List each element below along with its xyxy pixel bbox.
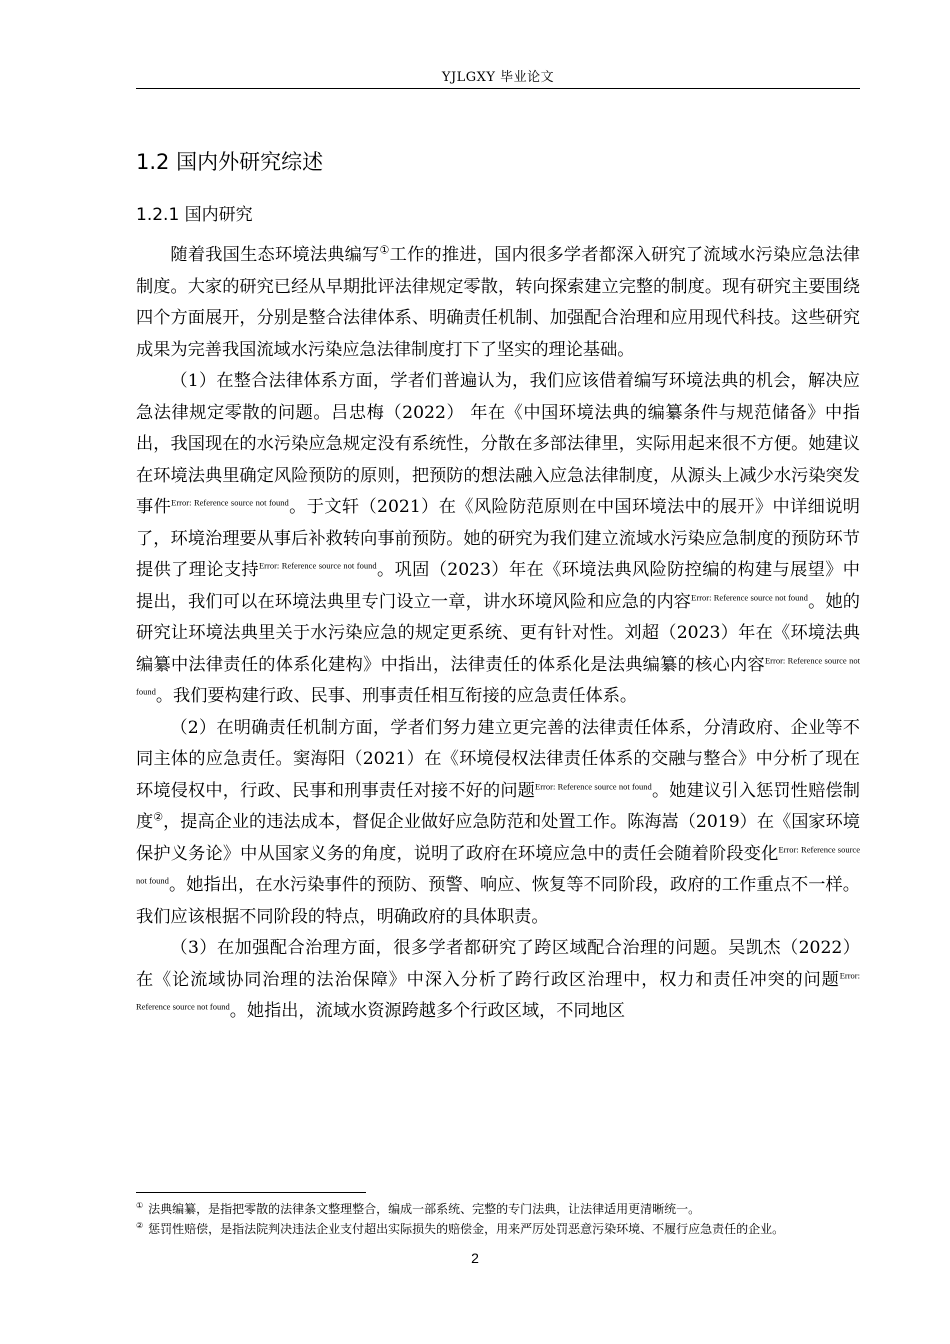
running-header: YJLGXY 毕业论文 [441, 70, 555, 85]
text-run: 。她指出，在水污染事件的预防、预警、响应、恢复等不同阶段，政府的工作重点不一样。我们应该根据不同阶段的特点，明确政府的具体职责。 [136, 875, 860, 927]
citation-error: Error: Reference source not found [258, 560, 377, 571]
footnote-mark: ② [136, 1221, 144, 1230]
text-run: 工作的推进，国内很多学者都深入研究了流域水污染应急法律制度。大家的研究已经从早期批评法律规定零散，转向探索建立完整的制度。现有研究主要围绕四个方面展开，分别是整合法律体系、明确责任机制、加强配合治理和应用现代科技。这些研究成果为完善我国流域水污染应急法律制度打下了坚实的理论基础。 [136, 245, 860, 360]
footnote-text: 法典编纂，是指把零散的法律条文整理整合，编成一部系统、完整的专门法典，让法律适用更清晰统一。 [148, 1202, 701, 1216]
text-run: 。她的研究让环境法典里关于水污染应急的规定更系统、更有针对性。刘超（2023）年在《环境法典编纂中法律责任的体系化建构》中指出，法律责任的体系化是法典编纂的核心内容 [136, 591, 860, 675]
text-run: 随着我国生态环境法典编写 [170, 245, 380, 265]
footnote-mark: ① [136, 1201, 144, 1210]
footnote-text: 惩罚性赔偿，是指法院判决违法企业支付超出实际损失的赔偿金，用来严厉处罚恶意污染环境、不履行应急责任的企业。 [148, 1222, 785, 1236]
citation-error: Error: Reference source not found [171, 497, 289, 508]
citation-error: Error: Reference source not found [136, 969, 860, 1012]
paragraph-intro [136, 240, 860, 366]
citation-error: Error: Reference source not found [136, 843, 860, 886]
footnote-ref-1[interactable]: ① [379, 243, 390, 257]
citation-error: Error: Reference source not found [136, 654, 860, 697]
text-run: （1）在整合法律体系方面，学者们普遍认为，我们应该借着编写环境法典的机会，解决应急法律规定零散的问题。吕忠梅（2022） 年在《中国环境法典的编纂条件与规范储备》中指出，我国现在的水污染应急规定没有系统性，分散在多部法律里，实际用起来很不方便。她建议在环境法典里确定风险预防的原则，把预防的想法融入应急法律制度，从源头上减少水污染突发事件 [136, 371, 860, 517]
text-run: 。于文轩（2021）在《风险防范原则在中国环境法中的展开》中详细说明了，环境治理要从事后补救转向事前预防。她的研究为我们建立流域水污染应急制度的预防环节提供了理论支持 [136, 497, 860, 580]
paragraph-legal-system [136, 366, 860, 713]
footnote-separator [136, 1192, 366, 1193]
text-run: 。她指出，流域水资源跨越多个行政区域，不同地区 [229, 1001, 626, 1021]
header-rule [136, 88, 860, 89]
footnote-1 [136, 1198, 860, 1217]
footnote-2 [136, 1218, 860, 1237]
paragraph-coordination [136, 933, 860, 1028]
section-heading: 1.2 国内外研究综述 [136, 150, 324, 174]
text-run: 。她建议引入惩罚性赔偿制度 [136, 780, 860, 832]
citation-error: Error: Reference source not found [691, 591, 808, 602]
text-run: ，提高企业的违法成本，督促企业做好应急防范和处置工作。陈海嵩（2019）在《国家环境保护义务论》中从国家义务的角度，说明了政府在环境应急中的责任会随着阶段变化 [136, 812, 860, 864]
page-number: 2 [471, 1250, 479, 1266]
text-run: （3）在加强配合治理方面，很多学者都研究了跨区域配合治理的问题。吴凯杰（2022）在《论流域协同治理的法治保障》中深入分析了跨行政区治理中，权力和责任冲突的问题 [136, 938, 860, 990]
footnotes [136, 1198, 860, 1238]
paragraph-responsibility [136, 713, 860, 934]
footnote-ref-2[interactable]: ② [153, 810, 164, 824]
citation-error: Error: Reference source not found [535, 780, 652, 791]
body-text [136, 240, 860, 1028]
text-run: 。我们要构建行政、民事、刑事责任相互衔接的应急责任体系。 [155, 686, 638, 706]
text-run: （2）在明确责任机制方面，学者们努力建立更完善的法律责任体系，分清政府、企业等不同主体的应急责任。窦海阳（2021）在《环境侵权法律责任体系的交融与整合》中分析了现在环境侵权中，行政、民事和刑事责任对接不好的问题 [136, 717, 860, 801]
text-run: 。巩固（2023）年在《环境法典风险防控编的构建与展望》中提出，我们可以在环境法典里专门设立一章，讲水环境风险和应急的内容 [136, 560, 860, 612]
subsection-heading: 1.2.1 国内研究 [136, 205, 253, 225]
